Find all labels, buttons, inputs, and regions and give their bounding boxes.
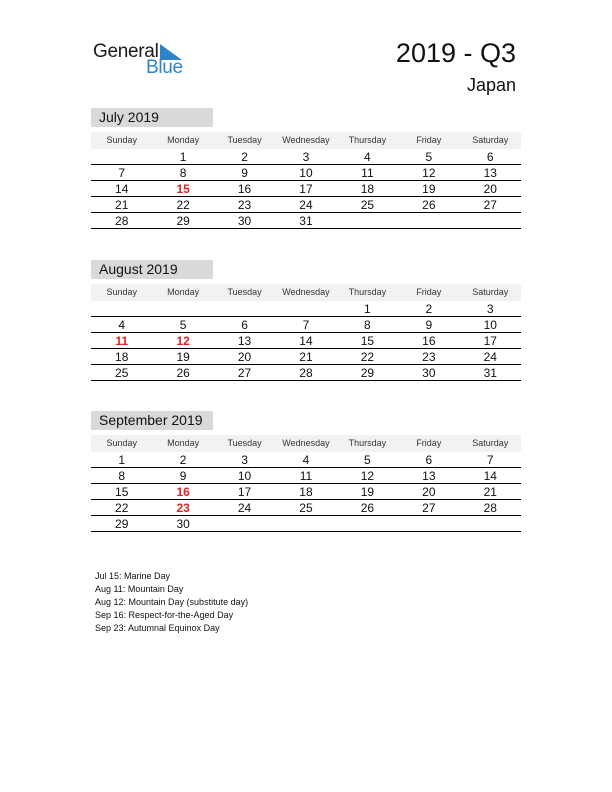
day-cell — [275, 516, 336, 531]
day-cell: 6 — [425, 453, 433, 467]
day-cell: 23 — [237, 198, 252, 212]
holiday-day-cell: 11 — [115, 334, 129, 348]
holiday-note: Jul 15: Marine Day — [95, 571, 171, 581]
day-cell: 29 — [115, 517, 129, 531]
weekday-label: Tuesday — [227, 438, 262, 448]
day-cell: 10 — [237, 469, 252, 483]
day-cell: 29 — [360, 366, 375, 380]
weekday-label: Monday — [167, 135, 200, 145]
day-cell: 16 — [237, 182, 252, 196]
holiday-day-cell: 12 — [176, 334, 190, 348]
month-september — [91, 411, 521, 532]
week-row — [91, 333, 521, 349]
day-cell: 25 — [115, 366, 129, 380]
day-cell: 27 — [483, 198, 497, 212]
holiday-note: Sep 23: Autumnal Equinox Day — [95, 623, 220, 633]
day-cell: 24 — [299, 198, 313, 212]
week-row — [91, 301, 521, 317]
weekday-label: Sunday — [106, 438, 137, 448]
day-cell: 22 — [115, 501, 129, 515]
day-cell: 1 — [364, 302, 371, 316]
day-cell: 24 — [483, 350, 497, 364]
day-cell: 26 — [176, 366, 190, 380]
day-cell: 6 — [486, 150, 494, 164]
day-cell: 19 — [360, 485, 375, 499]
page-title: 2019 - Q3 — [395, 38, 516, 68]
weekday-label: Tuesday — [227, 135, 262, 145]
day-cell: 28 — [115, 214, 129, 228]
weekday-label: Thursday — [348, 287, 387, 297]
day-cell: 25 — [299, 501, 313, 515]
day-cell: 22 — [176, 198, 190, 212]
day-cell: 6 — [241, 318, 248, 332]
holiday-note: Aug 12: Mountain Day (substitute day) — [95, 597, 249, 607]
day-cell: 30 — [237, 214, 252, 228]
day-cell: 31 — [483, 366, 497, 380]
weekday-header — [91, 284, 521, 301]
day-cell: 1 — [179, 150, 187, 164]
month-title: July 2019 — [91, 108, 213, 127]
day-cell: 9 — [179, 469, 187, 483]
week-row — [91, 484, 521, 500]
logo-general-text: General — [93, 41, 159, 62]
day-cell: 9 — [425, 318, 433, 332]
day-cell: 11 — [299, 469, 313, 483]
week-row — [91, 149, 521, 165]
day-cell: 19 — [176, 350, 190, 364]
day-cell: 14 — [299, 334, 313, 348]
holiday-note: Sep 16: Respect-for-the-Aged Day — [95, 610, 234, 620]
weekday-label: Saturday — [472, 287, 509, 297]
day-cell: 21 — [115, 198, 129, 212]
day-cell: 1 — [118, 453, 126, 467]
week-row — [91, 197, 521, 213]
day-cell: 17 — [483, 334, 497, 348]
day-cell: 28 — [483, 501, 497, 515]
day-cell: 20 — [422, 485, 436, 499]
weekday-label: Sunday — [106, 135, 137, 145]
day-cell: 10 — [483, 318, 497, 332]
day-cell: 27 — [237, 366, 252, 380]
day-cell: 4 — [118, 318, 126, 332]
day-cell: 30 — [176, 517, 190, 531]
week-row — [91, 213, 521, 229]
day-cell: 18 — [299, 485, 313, 499]
day-cell: 22 — [360, 350, 375, 364]
day-cell — [275, 301, 336, 316]
day-cell: 12 — [422, 166, 436, 180]
week-row — [91, 365, 521, 381]
day-cell: 26 — [422, 198, 436, 212]
day-cell: 30 — [422, 366, 436, 380]
weekday-label: Wednesday — [282, 287, 330, 297]
week-row — [91, 349, 521, 365]
week-row — [91, 516, 521, 532]
day-cell: 20 — [483, 182, 497, 196]
month-title: September 2019 — [91, 411, 213, 430]
day-cell — [152, 301, 213, 316]
weekday-label: Wednesday — [282, 135, 330, 145]
day-cell: 18 — [360, 182, 375, 196]
day-cell: 11 — [361, 166, 374, 180]
day-cell: 17 — [237, 485, 252, 499]
weekday-label: Monday — [167, 438, 200, 448]
week-row — [91, 317, 521, 333]
day-cell — [91, 301, 152, 316]
weekday-label: Thursday — [348, 438, 387, 448]
weekday-label: Saturday — [472, 438, 509, 448]
week-row — [91, 468, 521, 484]
weekday-label: Friday — [416, 438, 442, 448]
day-cell: 5 — [425, 150, 433, 164]
day-cell: 2 — [241, 150, 248, 164]
weekday-header — [91, 132, 521, 149]
week-row — [91, 500, 521, 516]
month-july — [91, 108, 521, 229]
day-cell: 24 — [237, 501, 252, 515]
day-cell: 17 — [299, 182, 313, 196]
day-cell: 13 — [422, 469, 436, 483]
day-cell: 28 — [299, 366, 313, 380]
weekday-header — [91, 435, 521, 452]
day-cell: 14 — [483, 469, 497, 483]
day-cell: 26 — [360, 501, 375, 515]
day-cell — [398, 516, 459, 531]
day-cell: 4 — [302, 453, 310, 467]
holiday-day-cell: 16 — [176, 485, 190, 499]
day-cell — [460, 516, 521, 531]
day-cell: 7 — [118, 166, 126, 180]
holiday-note: Aug 11: Mountain Day — [95, 584, 184, 594]
weekday-label: Monday — [167, 287, 200, 297]
day-cell: 15 — [360, 334, 375, 348]
day-cell: 23 — [422, 350, 436, 364]
day-cell — [398, 213, 459, 228]
country-label: Japan — [466, 75, 516, 95]
month-august — [91, 260, 521, 381]
day-cell: 31 — [299, 214, 313, 228]
day-cell: 3 — [302, 150, 310, 164]
day-cell — [460, 213, 521, 228]
day-cell: 2 — [179, 453, 187, 467]
day-cell: 8 — [179, 166, 187, 180]
day-cell: 15 — [115, 485, 129, 499]
day-cell: 12 — [360, 469, 375, 483]
holiday-day-cell: 15 — [176, 182, 190, 196]
logo — [93, 41, 193, 81]
day-cell: 29 — [176, 214, 190, 228]
day-cell: 5 — [364, 453, 371, 467]
day-cell — [337, 516, 398, 531]
day-cell: 8 — [364, 318, 371, 332]
day-cell: 13 — [483, 166, 497, 180]
month-title: August 2019 — [91, 260, 213, 279]
week-row — [91, 452, 521, 468]
day-cell: 9 — [241, 166, 248, 180]
weekday-label: Thursday — [348, 135, 387, 145]
logo-blue-text: Blue — [146, 57, 183, 78]
day-cell: 19 — [422, 182, 436, 196]
week-row — [91, 165, 521, 181]
day-cell — [214, 516, 275, 531]
day-cell: 4 — [364, 150, 371, 164]
day-cell: 7 — [486, 453, 494, 467]
day-cell: 13 — [237, 334, 252, 348]
day-cell: 25 — [360, 198, 375, 212]
weekday-label: Saturday — [472, 135, 509, 145]
day-cell: 2 — [425, 302, 433, 316]
holiday-notes — [95, 570, 248, 635]
day-cell: 27 — [422, 501, 436, 515]
day-cell: 21 — [483, 485, 497, 499]
day-cell: 16 — [422, 334, 436, 348]
day-cell: 21 — [299, 350, 313, 364]
weekday-label: Tuesday — [227, 287, 262, 297]
day-cell: 10 — [299, 166, 313, 180]
day-cell: 3 — [241, 453, 248, 467]
day-cell: 14 — [115, 182, 129, 196]
weekday-label: Friday — [416, 287, 442, 297]
day-cell — [337, 213, 398, 228]
weekday-label: Friday — [416, 135, 442, 145]
day-cell: 7 — [302, 318, 310, 332]
day-cell: 3 — [486, 302, 494, 316]
day-cell: 18 — [115, 350, 129, 364]
weekday-label: Wednesday — [282, 438, 330, 448]
day-cell: 8 — [118, 469, 126, 483]
week-row — [91, 181, 521, 197]
day-cell — [91, 149, 152, 164]
weekday-label: Sunday — [106, 287, 137, 297]
day-cell: 20 — [237, 350, 252, 364]
day-cell: 5 — [179, 318, 187, 332]
holiday-day-cell: 23 — [176, 501, 190, 515]
day-cell — [214, 301, 275, 316]
